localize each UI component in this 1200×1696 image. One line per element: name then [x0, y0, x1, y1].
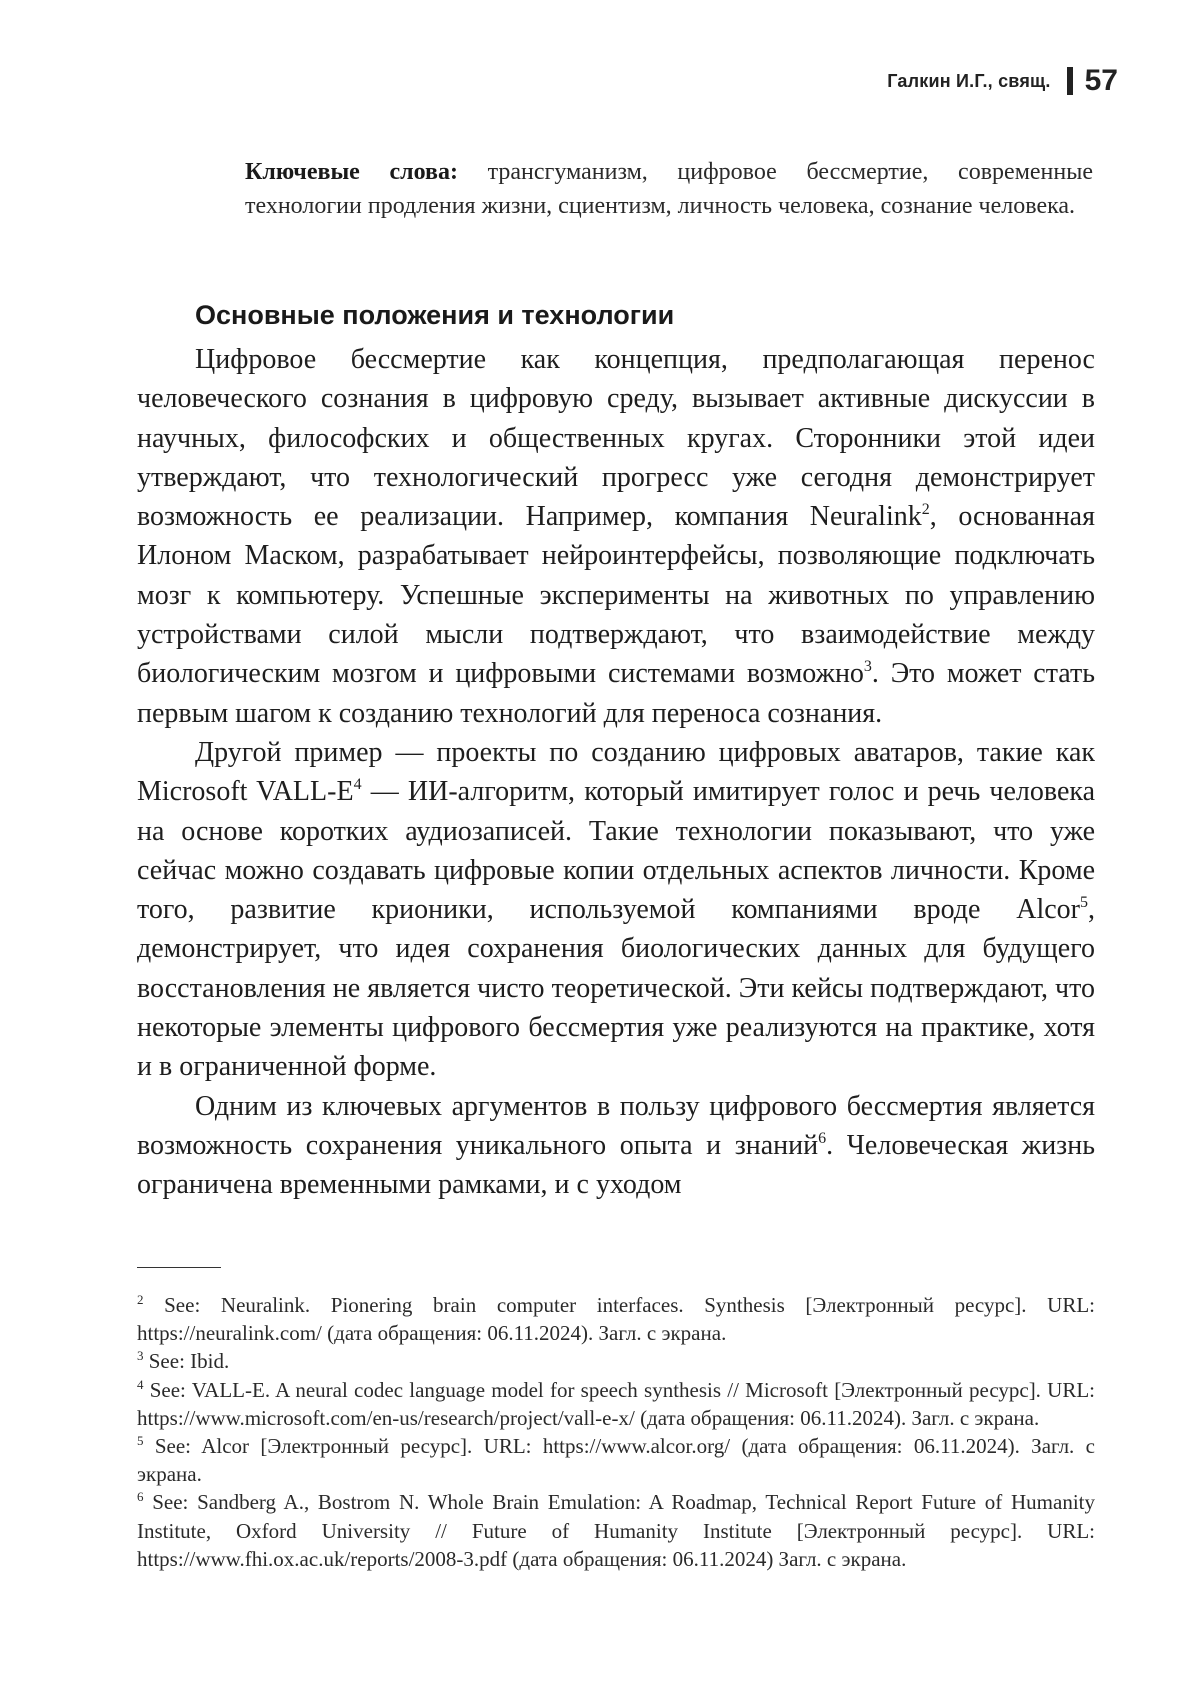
paragraph-2-text-c: , демонстрирует, что идея сохранения биологических данных для будущего восстановления не является чисто теоретической. Эти кейсы подтверждают, что некоторые элементы цифрового бессмертия уже реализуются на практике, хотя и в ограниченной форме. [137, 894, 1095, 1083]
footnote-ref-2[interactable]: 2 [921, 501, 930, 519]
footnote-4 [137, 1376, 1095, 1432]
paragraph-1-text-c: . Это может стать первым шагом к созданию технологий для переноса сознания. [137, 658, 1095, 729]
footnote-number: 3 [137, 1348, 144, 1364]
keywords-block [245, 155, 1093, 223]
paragraph-2-text-b: — ИИ-алгоритм, который имитирует голос и речь человека на основе коротких аудиозаписей. Такие технологии показывают, что уже сейчас можно создавать цифровые копии отдельных аспектов личности. Кроме того, развитие крионики, используемой компаниями вроде Alcor [137, 776, 1096, 926]
footnote-number: 2 [137, 1292, 144, 1307]
footnote-5 [137, 1432, 1095, 1488]
body-text [137, 340, 1095, 1205]
paragraph-3 [137, 1087, 1095, 1205]
footnote-6 [137, 1488, 1095, 1573]
page-number: 57 [1084, 64, 1118, 97]
footnote-ref-5[interactable]: 5 [1080, 894, 1088, 912]
footnotes [137, 1291, 1095, 1573]
footnote-ref-4[interactable]: 4 [353, 776, 362, 794]
paragraph-2 [137, 733, 1095, 1087]
running-header [887, 64, 1118, 98]
footnote-number: 4 [137, 1376, 144, 1392]
paragraph-3-text-a: Одним из ключевых аргументов в пользу цифрового бессмертия является возможность сохранения уникального опыта и знаний [137, 1090, 1095, 1161]
paragraph-2-text-a: Другой пример — проекты по созданию цифровых аватаров, такие как Microsoft VALL-E [137, 736, 1095, 808]
footnote-text: See: Sandberg A., Bostrom N. Whole Brain Emulation: A Roadmap, Technical Report Future of Humanity Institute, Oxford University // Future of Humanity Institute [Электронный ресурс]. URL: https://www.fhi.ox.ac.uk/reports/2008-3.pdf (дата обращения: 06.11.2024) Загл. с экрана. [137, 1490, 1095, 1571]
section-heading: Основные положения и технологии [195, 300, 675, 330]
footnote-2 [137, 1291, 1095, 1347]
footnote-text: See: VALL-E. A neural codec language model for speech synthesis // Microsoft [Электронный ресурс]. URL: https://www.microsoft.com/en-us/research/project/vall-e-x/ (дата обращения: 06.11.2024). Загл. с экрана. [137, 1377, 1095, 1430]
keywords-label: Ключевые слова: [245, 159, 458, 185]
footnote-number: 5 [137, 1433, 144, 1449]
footnote-text: See: Ibid. [143, 1349, 230, 1374]
footnote-separator [137, 1267, 221, 1268]
paragraph-3-text-b: . Человеческая жизнь ограничена временными рамками, и с уходом [137, 1129, 1095, 1201]
footnote-text: See: Alcor [Электронный ресурс]. URL: https://www.alcor.org/ (дата обращения: 06.11.2024). Загл. с экрана. [137, 1434, 1095, 1487]
keywords-text: трансгуманизм, цифровое бессмертие, современные технологии продления жизни, сциентизм, личность человека, сознание человека. [245, 159, 1093, 219]
paragraph-1-text-a: Цифровое бессмертие как концепция, предполагающая перенос человеческого сознания в цифровую среду, вызывает активные дискуссии в научных, философских и общественных кругах. Сторонники этой идеи утверждают, что технологический прогресс уже сегодня демонстрирует возможность ее реализации. Например, компания Neuralink [137, 344, 1095, 533]
footnote-text: See: Neuralink. Pionering brain computer interfaces. Synthesis [Электронный ресурс]. URL: https://neuralink.com/ (дата обращения: 06.11.2024). Загл. с экрана. [137, 1293, 1095, 1346]
footnote-number: 6 [137, 1489, 144, 1505]
paragraph-1-text-b: , основанная Илоном Маском, разрабатывает нейроинтерфейсы, позволяющие подключать мозг к компьютеру. Успешные эксперименты на животных по управлению устройствами силой мысли подтверждают, что взаимодействие между биологическим мозгом и цифровыми системами возможно [137, 501, 1095, 690]
paragraph-1 [137, 340, 1095, 733]
running-header-author: Галкин И.Г., свящ. [887, 70, 1051, 91]
header-divider-bar [1067, 67, 1073, 95]
footnote-ref-3[interactable]: 3 [863, 658, 872, 676]
footnote-3 [137, 1347, 1095, 1375]
footnote-ref-6[interactable]: 6 [818, 1129, 827, 1147]
